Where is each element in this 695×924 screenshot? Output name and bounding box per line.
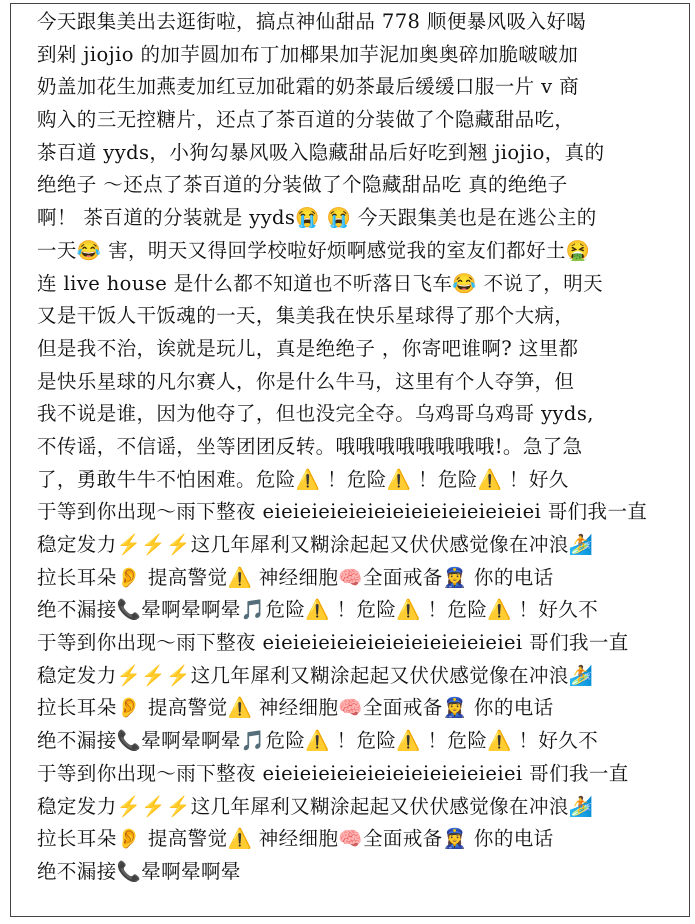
text-line: 绝绝子 ～还点了茶百道的分装做了个隐藏甜品吃 真的绝绝子 xyxy=(37,173,568,197)
text-line: 拉长耳朵👂 提高警觉⚠️ 神经细胞🧠全面戒备👮‍♀️ 你的电话 xyxy=(37,827,554,851)
text-line: 稳定发力⚡⚡⚡这几年犀利又糊涂起起又伏伏感觉像在冲浪🏄 xyxy=(37,794,594,818)
text-line: 到剁 jiojio 的加芋圆加布丁加椰果加芋泥加奥奥碎加脆啵啵加 xyxy=(37,42,579,66)
text-line: 又是干饭人干饭魂的一天，集美我在快乐星球得了那个大病， xyxy=(37,304,575,328)
text-line: 于等到你出现～雨下整夜 eieieieieieieieieieieieieiei 哥们我一直 xyxy=(37,761,629,785)
text-line: 但是我不治，诶就是玩儿，真是绝绝子 ，你寄吧谁啊? 这里都 xyxy=(37,336,579,360)
text-line: 稳定发力⚡⚡⚡这几年犀利又糊涂起起又伏伏感觉像在冲浪🏄 xyxy=(37,533,594,556)
text-line: 奶盖加花生加燕麦加红豆加砒霜的奶茶最后缓缓口服一片 v 商 xyxy=(37,75,580,99)
text-line: 绝不漏接📞晕啊晕啊晕 xyxy=(37,859,241,883)
text-line: 绝不漏接📞晕啊晕啊晕🎵危险⚠️ ！危险⚠️ ！危险⚠️ ！好久不 xyxy=(37,598,599,622)
text-line: 连 live house 是什么都不知道也不听落日飞车😂 不说了，明天 xyxy=(37,271,604,295)
text-line: 是快乐星球的凡尔赛人，你是什么牛马，这里有个人夺笋，但 xyxy=(37,369,575,393)
text-block xyxy=(37,6,692,889)
text-line: 购入的三无控糖片，还点了茶百道的分装做了个隐藏甜品吃， xyxy=(37,108,575,132)
text-line: 了，勇敢牛牛不怕困难。危险⚠️ ！危险⚠️ ！危险⚠️ ！好久 xyxy=(37,467,569,491)
text-line: 于等到你出现～雨下整夜 eieieieieieieieieieieieieieiei 哥们我一直 xyxy=(37,500,648,524)
text-line: 今天跟集美出去逛街啦，搞点神仙甜品 778 顺便暴风吸入好喝 xyxy=(37,10,587,33)
text-line: 拉长耳朵👂 提高警觉⚠️ 神经细胞🧠全面戒备👮‍♀️ 你的电话 xyxy=(37,696,554,720)
text-line: 一天😂 害，明天又得回学校啦好烦啊感觉我的室友们都好土🤮 xyxy=(37,238,591,262)
text-line: 于等到你出现～雨下整夜 eieieieieieieieieieieieieiei 哥们我一直 xyxy=(37,631,629,655)
text-line: 不传谣，不信谣，坐等团团反转。哦哦哦哦哦哦哦哦!。急了急 xyxy=(37,434,583,458)
text-line: 稳定发力⚡⚡⚡这几年犀利又糊涂起起又伏伏感觉像在冲浪🏄 xyxy=(37,663,594,687)
text-line: 啊！ 茶百道的分装就是 yyds😭 😭 今天跟集美也是在逃公主的 xyxy=(37,206,597,230)
text-line: 茶百道 yyds，小狗勾暴风吸入隐藏甜品后好吃到翘 jiojio，真的 xyxy=(37,140,605,164)
text-line: 拉长耳朵👂 提高警觉⚠️ 神经细胞🧠全面戒备👮‍♀️ 你的电话 xyxy=(37,565,554,589)
text-line: 我不说是谁，因为他夺了，但也没完全夺。乌鸡哥乌鸡哥 yyds, xyxy=(37,402,594,426)
text-line: 绝不漏接📞晕啊晕啊晕🎵危险⚠️ ！危险⚠️ ！危险⚠️ ！好久不 xyxy=(37,729,599,753)
